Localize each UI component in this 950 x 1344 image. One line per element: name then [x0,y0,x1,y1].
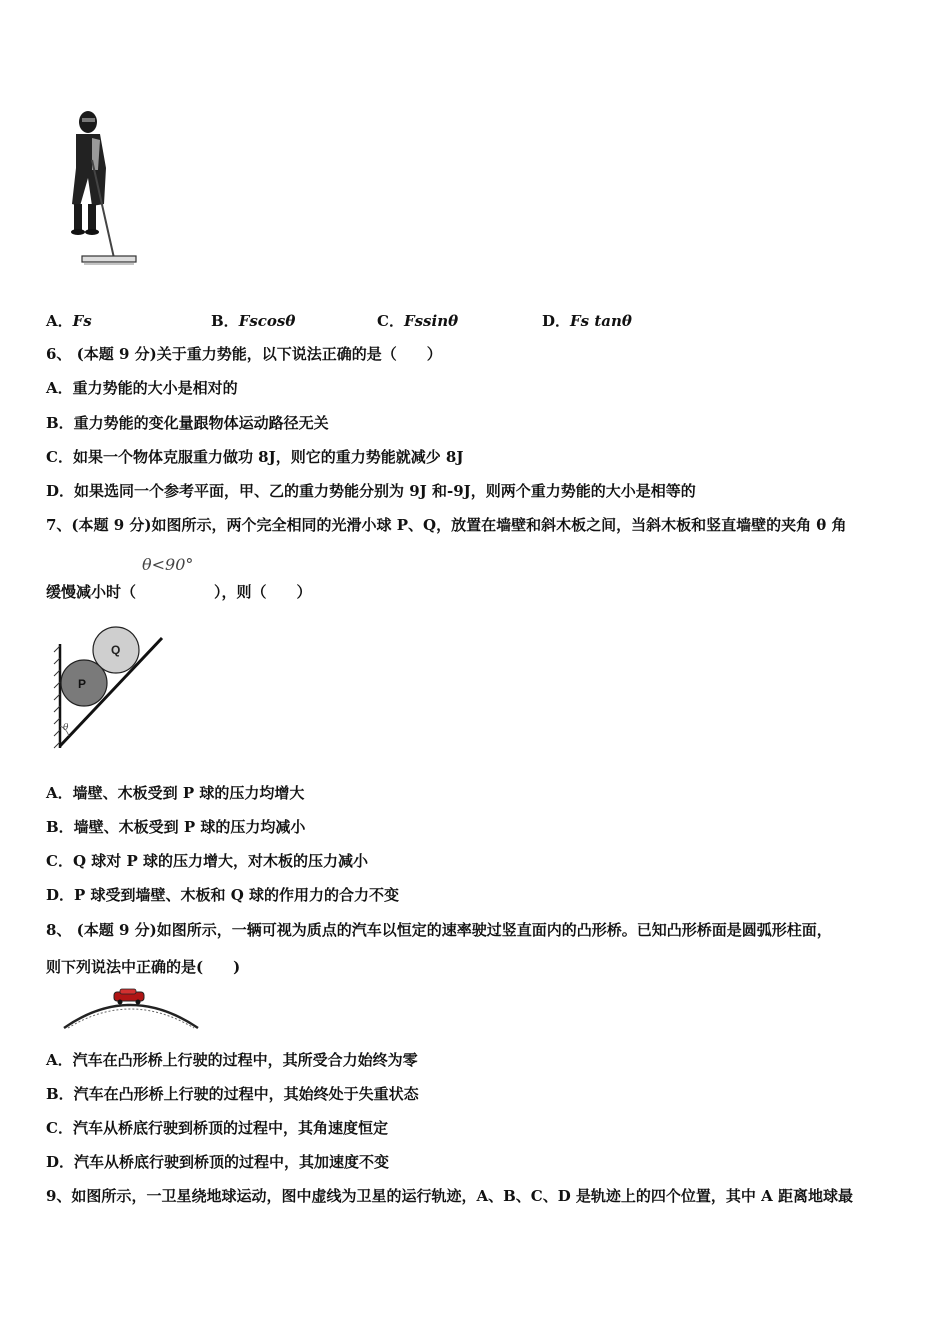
q8-option-a: A．汽车在凸形桥上行驶的过程中，其所受合力始终为零 [46,1051,418,1069]
q6-stem: 6、 (本题 9 分)关于重力势能，以下说法正确的是（ ） [46,345,442,363]
q5-options [46,310,746,332]
q8-stem-line2: 则下列说法中正确的是( ) [46,958,241,976]
q7-option-c: C．Q 球对 P 球的压力增大，对木板的压力减小 [46,852,368,870]
q5-option-a: A．Fs [46,312,92,330]
q8-option-b: B．汽车在凸形桥上行驶的过程中，其始终处于失重状态 [46,1085,419,1103]
q7-option-a: A．墙壁、木板受到 P 球的压力均增大 [46,784,305,802]
balls-wall-plank-figure [52,622,168,752]
q5-option-d: D．Fs tanθ [542,312,632,330]
q6-option-b: B．重力势能的变化量跟物体运动路径无关 [46,414,329,432]
q8-stem-line1: 8、 (本题 9 分)如图所示，一辆可视为质点的汽车以恒定的速率驶过竖直面内的凸形桥。已知凸形桥面是圆弧形柱面， [46,921,832,939]
q5-option-c: C．Fssinθ [377,312,459,330]
q6-option-c: C．如果一个物体克服重力做功 8J，则它的重力势能就减少 8J [46,448,464,466]
ball-q-label: Q [111,643,121,657]
q7-option-d: D．P 球受到墙壁、木板和 Q 球的作用力的合力不变 [46,886,400,904]
q6-option-d: D．如果选同一个参考平面，甲、乙的重力势能分别为 9J 和-9J，则两个重力势能的大小是相等的 [46,482,696,500]
q7-stem-line1: 7、(本题 9 分)如图所示，两个完全相同的光滑小球 P、Q，放置在墙壁和斜木板之间，当斜木板和竖直墙壁的夹角 θ 角 [46,516,847,534]
q7-stem-line2: 缓慢减小时（ θ<90° ），则（ ） [46,555,312,601]
q7-option-b: B．墙壁、木板受到 P 球的压力均减小 [46,818,306,836]
q8-option-d: D．汽车从桥底行驶到桥顶的过程中，其加速度不变 [46,1153,390,1171]
mopping-person-figure [62,108,142,270]
angle-label: θ [63,723,69,733]
q8-option-c: C．汽车从桥底行驶到桥顶的过程中，其角速度恒定 [46,1119,388,1137]
ball-p-label: P [78,677,87,691]
convex-bridge-figure [60,988,202,1032]
q9-stem-line1: 9、如图所示，一卫星绕地球运动，图中虚线为卫星的运行轨迹，A、B、C、D 是轨迹上的四个位置，其中 A 距离地球最 [46,1187,854,1205]
q6-option-a: A．重力势能的大小是相对的 [46,379,238,397]
theta-condition: θ<90° [142,555,194,574]
q5-option-b: B．Fscosθ [211,312,296,330]
